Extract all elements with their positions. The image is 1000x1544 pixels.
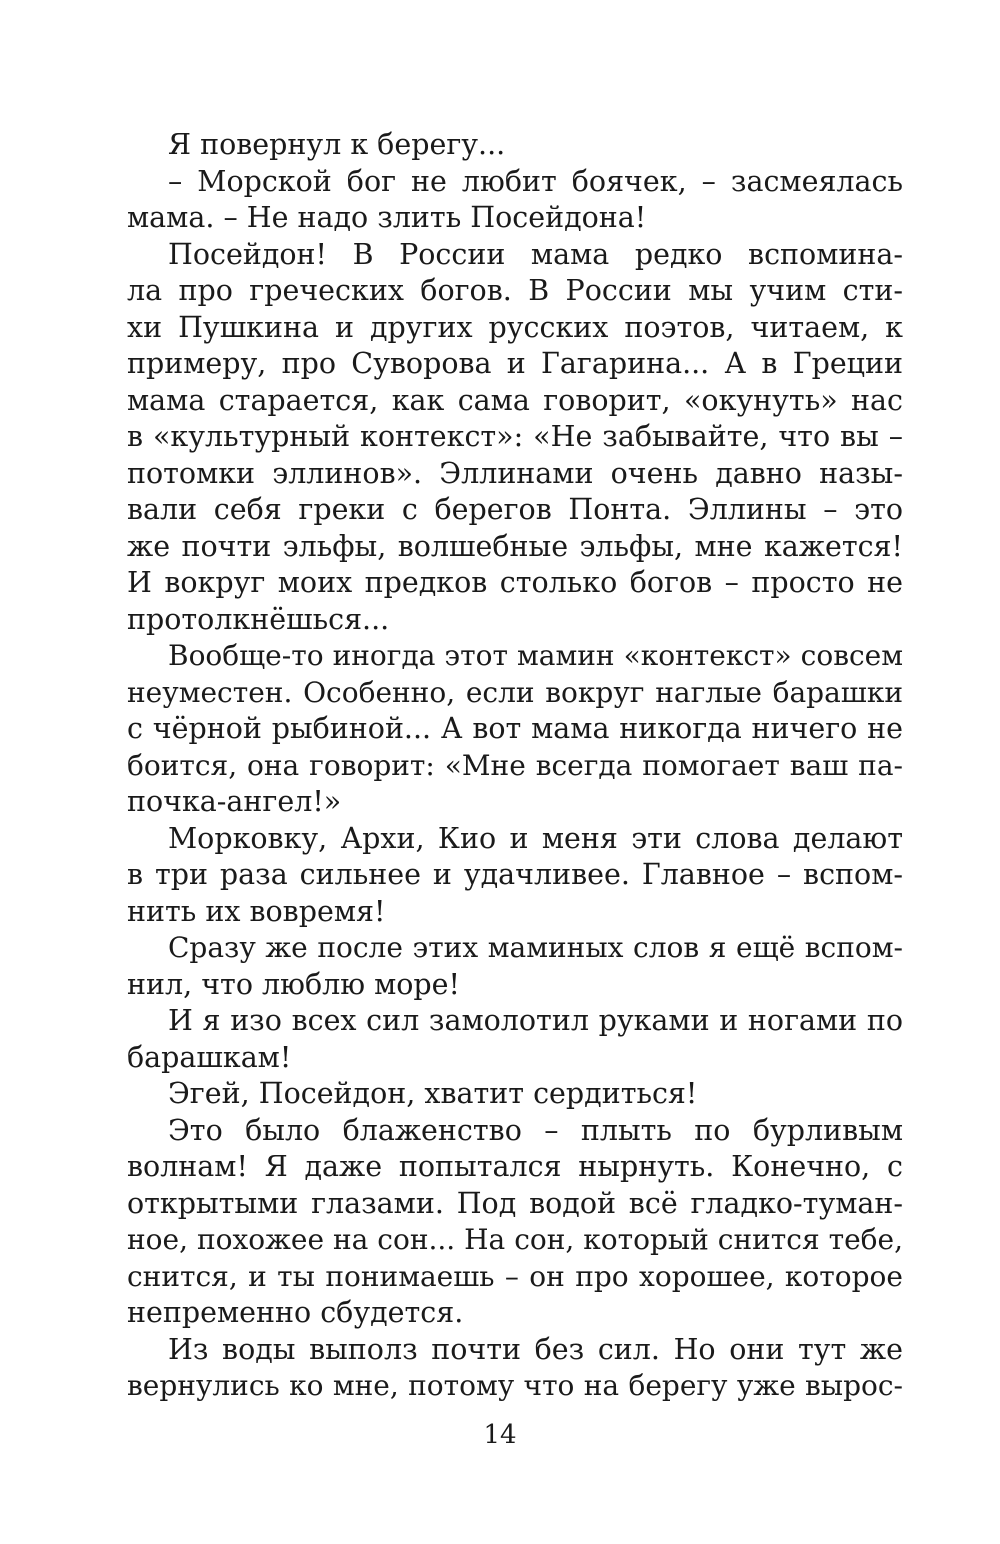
text-line: в три раза сильнее и удачливее. Главное – вспом- xyxy=(127,858,903,891)
text-line: Посейдон! В России мама редко вспомина- xyxy=(168,237,903,271)
text-line: в «культурный контекст»: «Не забывайте, что вы – xyxy=(127,420,903,453)
text-line: Я повернул к берегу... xyxy=(168,128,506,161)
text-line: Эгей, Посейдон, хватит сердиться! xyxy=(168,1077,698,1110)
text-line: почка-ангел!» xyxy=(127,785,342,818)
text-line: открытыми глазами. Под водой всё гладко-туман- xyxy=(127,1186,903,1220)
text-line: ное, похожее на сон... На сон, который снится тебе, xyxy=(127,1223,903,1256)
text-line: И я изо всех сил замолотил руками и ногами по xyxy=(168,1004,903,1037)
text-line: И вокруг моих предков столько богов – просто не xyxy=(127,566,903,599)
text-line: с чёрной рыбиной... А вот мама никогда ничего не xyxy=(127,712,903,745)
text-line: боится, она говорит: «Мне всегда помогает ваш па- xyxy=(127,748,903,782)
text-line: ла про греческих богов. В России мы учим сти- xyxy=(127,274,903,307)
text-line: снится, и ты понимаешь – он про хорошее, которое xyxy=(127,1259,903,1293)
page-number: 14 xyxy=(483,1420,517,1450)
text-line: Это было блаженство – плыть по бурливым xyxy=(168,1113,903,1147)
text-line: хи Пушкина и других русских поэтов, читаем, к xyxy=(127,310,903,344)
text-line: Сразу же после этих маминых слов я ещё вспом- xyxy=(168,931,903,964)
text-line: нить их вовремя! xyxy=(127,894,386,928)
text-line: вернулись ко мне, потому что на берегу уже выpос- xyxy=(127,1369,903,1402)
text-line: – Морской бог не любит боячек, – засмеялась xyxy=(168,164,903,198)
text-line: вали себя греки с берегов Понта. Эллины – это xyxy=(127,493,903,526)
text-line: мама. – Не надо злить Посейдона! xyxy=(127,201,647,234)
text-line: Вообще-то иногда этот мамин «контекст» совсем xyxy=(168,639,903,672)
text-line: Морковку, Архи, Кио и меня эти слова делают xyxy=(168,821,903,855)
text-line: неуместен. Особенно, если вокруг наглые барашки xyxy=(127,675,903,709)
body-text xyxy=(127,127,903,1405)
text-line: мама старается, как сама говорит, «окунуть» нас xyxy=(127,383,903,417)
text-line: протолкнёшься... xyxy=(127,602,390,636)
text-line: барашкам! xyxy=(127,1040,292,1074)
text-line: непременно сбудется. xyxy=(127,1296,464,1329)
text-line: примеру, про Суворова и Гагарина... А в Греции xyxy=(127,347,903,380)
text-line: волнам! Я даже попытался нырнуть. Конечно, с xyxy=(127,1150,903,1183)
text-line: нил, что люблю море! xyxy=(127,967,460,1001)
text-line: потомки эллинов». Эллинами очень давно назы- xyxy=(127,456,903,490)
text-line: Из воды выполз почти без сил. Но они тут же xyxy=(168,1332,903,1366)
text-line: же почти эльфы, волшебные эльфы, мне кажется! xyxy=(127,529,903,563)
